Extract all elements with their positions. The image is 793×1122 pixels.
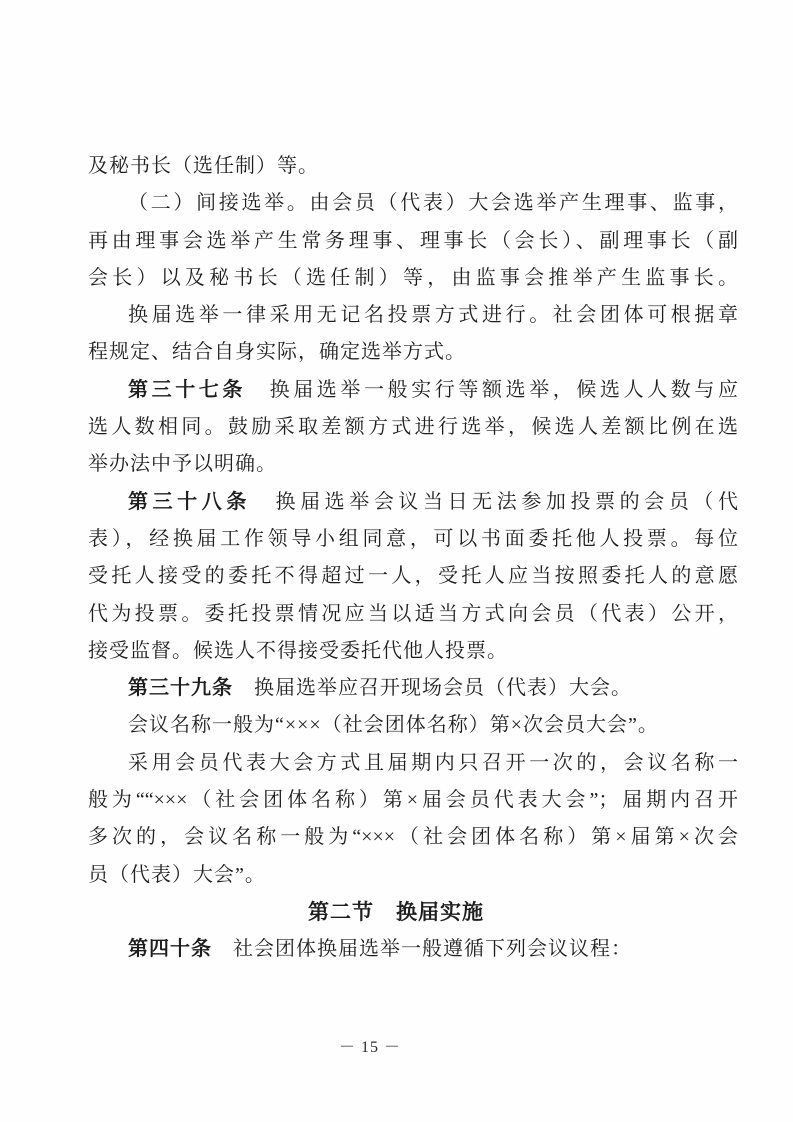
text-line: 再由理事会选举产生常务理事、理事长（会长）、副理事长（副 [88, 229, 738, 252]
text-line: 换届选举一律采用无记名投票方式进行。社会团体可根据章 [128, 304, 738, 327]
text-line: 表），经换届工作领导小组同意，可以书面委托他人投票。每位 [88, 527, 738, 550]
text-line: 会长）以及秘书长（选任制）等，由监事会推举产生监事长。 [88, 266, 738, 289]
line-text: 换届选举会议当日无法参加投票的会员（代 [250, 490, 738, 513]
line-text: 换届选举应召开现场会员（代表）大会。 [233, 677, 632, 700]
text-line: 会议名称一般为“×××（社会团体名称）第×次会员大会”。 [128, 714, 659, 737]
line-text: 社会团体换届选举一般遵循下列会议议程： [212, 938, 632, 961]
text-line: 接受监督。候选人不得接受委托代他人投票。 [88, 639, 508, 662]
line-text: 换届选举一般实行等额选举，候选人人数与应 [246, 378, 738, 401]
text-line: 选人数相同。鼓励采取差额方式进行选举，候选人差额比例在选 [88, 416, 738, 439]
article-number: 第三十七条 [128, 378, 246, 401]
text-block [88, 148, 738, 969]
text-line-article-39 [88, 670, 738, 707]
text-line: 采用会员代表大会方式且届期内只召开一次的，会议名称一 [128, 751, 738, 774]
text-line: 代为投票。委托投票情况应当以适当方式向会员（代表）公开， [88, 602, 738, 625]
text-line: 受托人接受的委托不得超过一人，受托人应当按照委托人的意愿 [88, 565, 738, 588]
text-line-article-38 [88, 484, 738, 521]
text-line: 般为““×××（社会团体名称）第×届会员代表大会”；届期内召开 [88, 789, 738, 812]
text-line-article-40 [88, 931, 738, 968]
article-number: 第三十八条 [128, 490, 251, 513]
text-line: 员（代表）大会”。 [88, 863, 266, 886]
text-line: （二）间接选举。由会员（代表）大会选举产生理事、监事， [128, 192, 738, 215]
text-line-article-37 [88, 372, 738, 409]
page-number: － 15 － [338, 1039, 401, 1056]
text-line: 多次的，会议名称一般为“×××（社会团体名称）第×届第×次会 [88, 826, 738, 849]
article-number: 第四十条 [128, 938, 212, 961]
text-line: 程规定、结合自身实际，确定选举方式。 [88, 341, 466, 364]
text-line: 及秘书长（选任制）等。 [88, 155, 319, 177]
article-number: 第三十九条 [128, 677, 233, 700]
text-line: 举办法中予以明确。 [88, 453, 277, 476]
section-heading: 第二节 换届实施 [308, 899, 484, 924]
